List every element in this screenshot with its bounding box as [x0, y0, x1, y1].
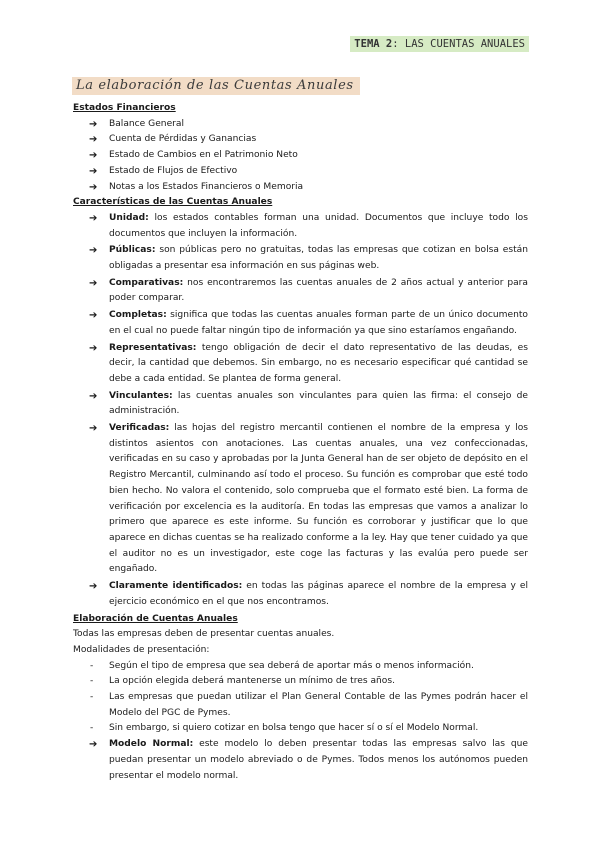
arrow-icon: ➔ [89, 134, 98, 146]
list-item: ➔ Representativas: tengo obligación de decir el dato representativo de las deudas, es decir, la cantidad que debemos. Sin embargo, no es necesario especificar qué cantidad se debe a cada entidad. Se plantea de forma general. [89, 342, 528, 384]
list-item: ➔ Unidad: los estados contables forman una unidad. Documentos que incluye todo los documentos que incluyen la información. [89, 212, 528, 239]
arrow-icon: ➔ [89, 165, 98, 177]
caracteristicas-list [73, 211, 528, 611]
list-item: ➔ Estado de Flujos de Efectivo [73, 164, 528, 180]
topic-rest: : LAS CUENTAS ANUALES [392, 38, 525, 50]
arrow-icon: ➔ [89, 118, 98, 130]
document-title: La elaboración de las Cuentas Anuales [72, 77, 360, 95]
arrow-icon: ➔ [89, 581, 98, 593]
list-item: ➔ Vinculantes: las cuentas anuales son vinculantes para quien las firma: el consejo de administración. [89, 390, 528, 417]
modalidades-list [73, 659, 528, 738]
list-item: - Según el tipo de empresa que sea deberá de aportar más o menos información. [73, 659, 528, 675]
dash-icon: - [90, 692, 94, 703]
arrow-icon: ➔ [89, 390, 98, 402]
list-item: ➔ Balance General [73, 117, 528, 133]
list-item: ➔ Completas: significa que todas las cuentas anuales forman parte de un único documento en el cual no puede faltar ningún tipo de información ya que sino estaríamos engañando. [89, 310, 528, 336]
section-heading-elaboracion: Elaboración de Cuentas Anuales [73, 613, 238, 624]
section-heading-estados: Estados Financieros [73, 103, 176, 113]
list-item: ➔ Modelo Normal: este modelo lo deben presentar todas las empresas salvo las que puedan presentar un modelo abreviado o de Pymes. Todos menos los autónomos pueden presentar el modelo normal. [89, 739, 529, 781]
arrow-icon: ➔ [89, 245, 98, 257]
list-item: - Sin embargo, si quiero cotizar en bolsa tengo que hacer sí o sí el Modelo Normal. [73, 721, 528, 737]
list-item: ➔ Públicas: son públicas pero no gratuitas, todas las empresas que cotizan en bolsa están obligadas a presentar esa información en sus páginas web. [89, 245, 528, 272]
dash-icon: - [90, 660, 94, 671]
arrow-icon: ➔ [89, 423, 98, 435]
list-item: ➔ Notas a los Estados Financieros o Memoria [73, 180, 528, 196]
list-item: ➔ Cuenta de Pérdidas y Ganancias [73, 132, 528, 148]
arrow-icon: ➔ [89, 277, 98, 289]
list-item: ➔ Estado de Cambios en el Patrimonio Neto [73, 148, 528, 164]
list-item: ➔ Comparativas: nos encontraremos las cuentas anuales de 2 años actual y anterior para poder comparar. [89, 277, 528, 304]
topic-label: TEMA 2 [354, 38, 393, 50]
arrow-icon: ➔ [89, 739, 98, 751]
arrow-icon: ➔ [89, 310, 98, 322]
document-body [73, 101, 528, 785]
arrow-icon: ➔ [89, 212, 98, 224]
list-item: - Las empresas que puedan utilizar el Plan General Contable de las Pymes podrán hacer el Modelo del PGC de Pymes. [90, 692, 528, 718]
modelo-normal-list [73, 737, 528, 784]
dash-icon: - [90, 723, 94, 734]
arrow-icon: ➔ [89, 181, 98, 193]
arrow-icon: ➔ [89, 150, 98, 162]
arrow-icon: ➔ [89, 342, 98, 354]
modalidades-label: Modalidades de presentación: [73, 644, 210, 655]
estados-list [73, 117, 528, 196]
topic-tag [350, 36, 529, 52]
list-item: ➔ Claramente identificados: en todas las páginas aparece el nombre de la empresa y el ejercicio económico en el que nos encontramos. [89, 581, 529, 607]
elaboracion-intro: Todas las empresas deben de presentar cuentas anuales. [73, 629, 335, 640]
dash-icon: - [90, 676, 94, 687]
list-item: ➔ Verificadas: las hojas del registro mercantil contienen el nombre de la empresa y los distintos asientos con anotaciones. Las cuentas anuales, una vez confeccionadas, verificadas en su caso y aprobadas por la Junta General han de ser objeto de depósito en el Registro Mercantil, culminando así todo el proceso. Su función es comprobar que esté todo bien hecho. No valora el contenido, solo comprueba que el formato esté bien. La forma de verificación por excelencia es la auditoría. En todas las empresas que vamos a analizar lo primero que aparece es este informe. Su función es corroborar y justificar que lo que aparece en dichas cuentas se ha realizado conforme a la ley. Hay que tener cuidado ya que el auditor no es un investigador, este coge las facturas y las evalúa pero puede ser engañado. [89, 423, 528, 575]
list-item: - La opción elegida deberá mantenerse un mínimo de tres años. [73, 674, 528, 690]
section-heading-caracteristicas: Características de las Cuentas Anuales [73, 197, 273, 208]
